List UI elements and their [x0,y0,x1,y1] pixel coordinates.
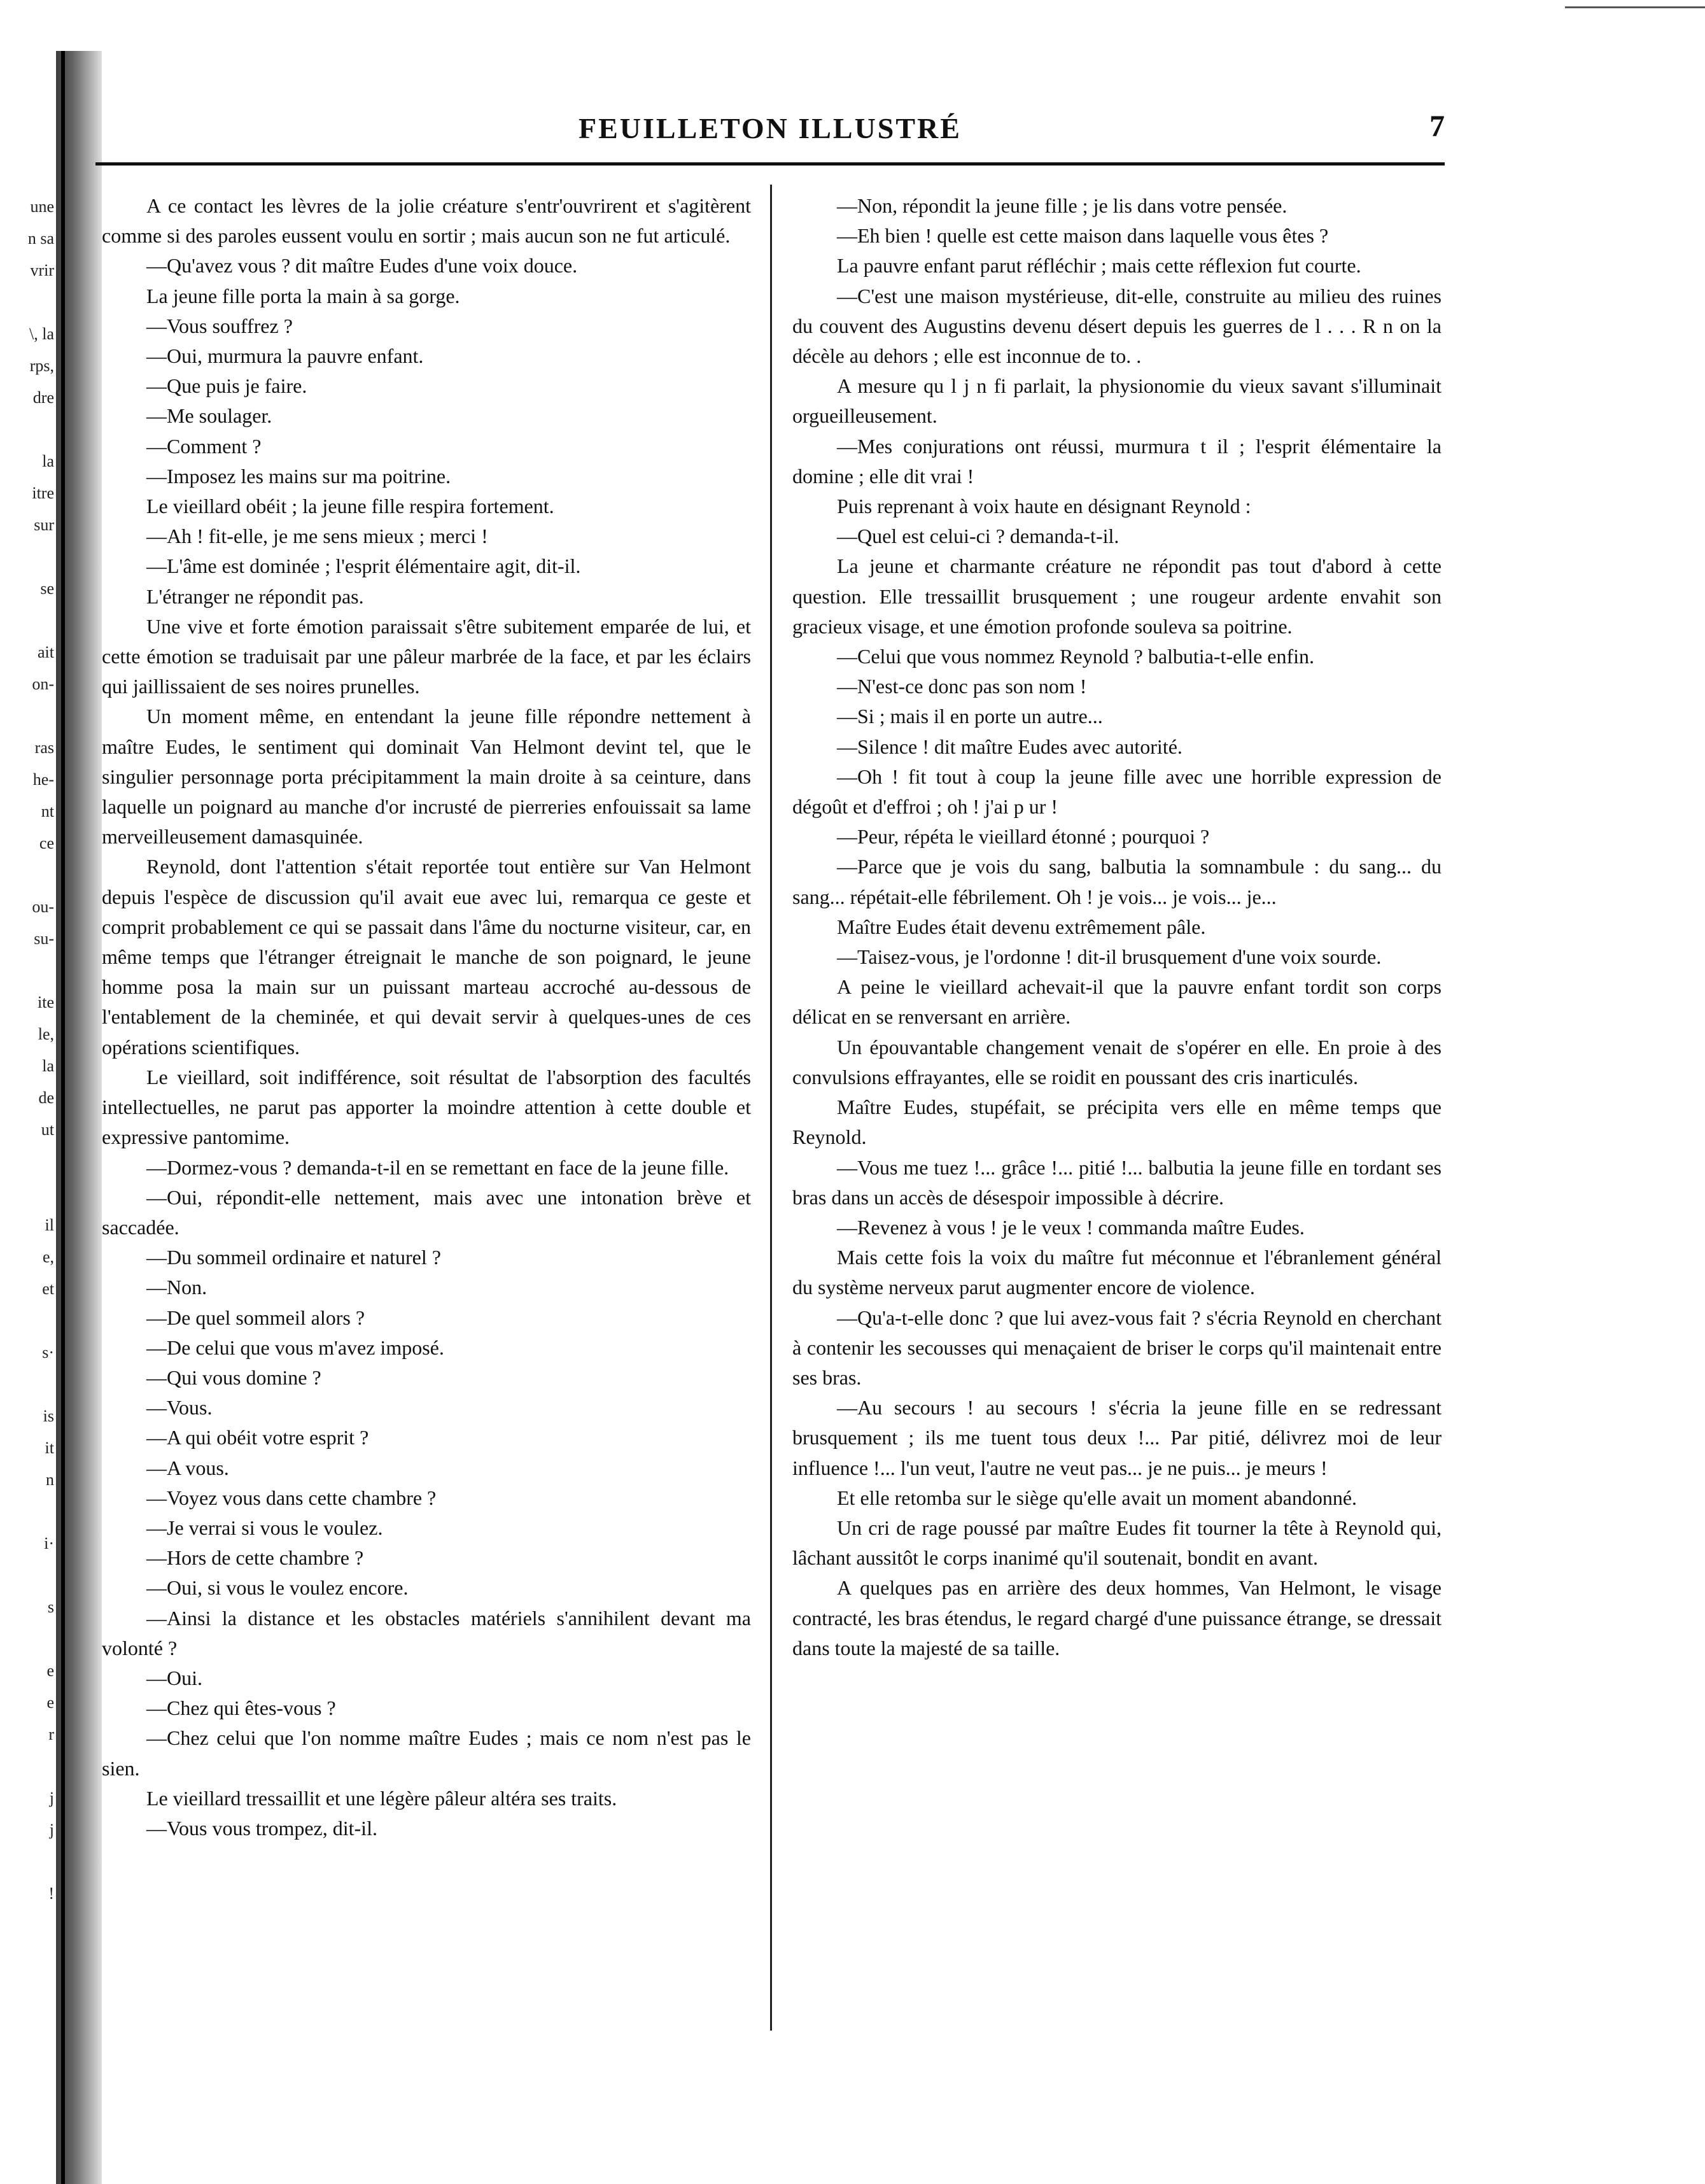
margin-fragment: ou- [32,898,54,916]
paragraph: —Mes conjurations ont réussi, murmura t il ; l'esprit élémentaire la domine ; elle dit vrai ! [792,434,1442,488]
margin-fragment [0,859,54,891]
paragraph: —Si ; mais il en porte un autre... [837,705,1103,728]
paragraph: Maître Eudes était devenu extrêmement pâle. [837,915,1206,938]
paragraph: —A qui obéit votre esprit ? [146,1426,369,1449]
paragraph: —Oh ! fit tout à coup la jeune fille avec une horrible expression de dégoût et d'effroi ; oh ! j'ai p ur ! [792,764,1442,819]
paragraph: Un épouvantable changement venait de s'opérer en elle. En proie à des convulsions effrayantes, elle se roidit en poussant des cris inarticulés. [792,1035,1442,1088]
margin-fragment: sur [34,516,54,534]
page-number: 7 [1429,109,1445,143]
margin-fragment: la [42,452,54,470]
paragraph: —Je verrai si vous le voulez. [146,1516,383,1539]
margin-fragment [0,541,54,573]
margin-fragment: is [43,1407,54,1425]
margin-fragment [0,414,54,446]
margin-fragment: il [45,1216,54,1234]
paragraph: Le vieillard tressaillit et une légère pâleur altéra ses traits. [146,1786,617,1810]
column-divider [770,185,772,2031]
margin-fragment: le, [38,1025,54,1043]
paragraph: —Revenez à vous ! je le veux ! commanda maître Eudes. [837,1215,1305,1239]
paragraph: Le vieillard obéit ; la jeune fille respira fortement. [146,495,554,518]
paragraph: —C'est une maison mystérieuse, dit-elle, construite au milieu des ruines du couvent des Augustins devenu désert depuis les guerres de l . . . R n on la décèle au dehors ; elle est inconnue de to. . [792,284,1442,368]
paragraph: —Oui, murmura la pauvre enfant. [146,344,424,368]
margin-fragment [0,955,54,987]
paragraph: —Me soulager. [146,404,272,428]
margin-fragment: de [38,1088,54,1107]
margin-fragment: ce [39,834,54,852]
margin-fragment [0,1369,54,1400]
margin-fragment [0,605,54,637]
paragraph: La jeune et charmante créature ne répondit pas tout d'abord à cette question. Elle tressaillit brusquement ; une rougeur ardente envahit son gracieux visage, et une émotion profonde souleva sa poitrine. [792,554,1442,638]
paragraph: —Celui que vous nommez Reynold ? balbutia-t-elle enfin. [837,645,1315,668]
paragraph: —N'est-ce donc pas son nom ! [837,675,1087,698]
paragraph: —Ainsi la distance et les obstacles matériels s'annihilent devant ma volonté ? [102,1606,751,1659]
paragraph: —Parce que je vois du sang, balbutia la somnambule : du sang... du sang... répétait-elle fébrilement. Oh ! je vois... je vois... je... [792,855,1442,908]
paragraph: —Peur, répéta le vieillard étonné ; pourquoi ? [837,825,1210,849]
paragraph: Le vieillard, soit indifférence, soit résultat de l'absorption des facultés intellectuelles, ne parut pas apporter la moindre attention à cette double et expressive pantomime. [102,1065,751,1149]
margin-fragment: dre [32,388,54,407]
paragraph: —Oui, si vous le voulez encore. [146,1576,409,1600]
margin-fragment: se [40,579,54,598]
binding-line [61,51,65,2184]
margin-fragment: \, la [29,325,54,343]
paragraph: Puis reprenant à voix haute en désignant Reynold : [837,495,1251,518]
margin-fragment: vrir [30,261,54,279]
paragraph: Une vive et forte émotion paraissait s'être subitement emparée de lui, et cette émotion se traduisait par une pâleur marbrée de la face, et par les éclairs qui jaillissaient de ses noires prunelles. [102,614,751,698]
paragraph: —Qui vous domine ? [146,1365,321,1389]
margin-fragment [0,1846,54,1878]
paragraph: —Silence ! dit maître Eudes avec autorité. [837,735,1182,758]
paragraph: —Vous. [146,1396,213,1420]
margin-fragment: j [49,1789,54,1807]
paragraph: A ce contact les lèvres de la jolie créature s'entr'ouvrirent et s'agitèrent comme si des paroles eussent voulu en sortir ; mais aucun son ne fut articulé. [102,194,751,248]
paragraph: —Quel est celui-ci ? demanda-t-il. [837,525,1119,548]
paragraph: —A vous. [146,1456,229,1479]
margin-fragment [0,286,54,318]
margin-fragment [0,1623,54,1655]
paragraph: —Oui. [146,1666,202,1689]
margin-fragment: e, [42,1248,54,1266]
paragraph: —Voyez vous dans cette chambre ? [146,1486,437,1509]
margin-fragment: he- [32,770,54,789]
margin-fragment: on- [32,675,54,693]
margin-fragment: su- [34,929,54,948]
paragraph: A mesure qu l j n fi parlait, la physionomie du vieux savant s'illuminait orgueilleusement. [792,374,1442,428]
header-rule [95,162,1445,166]
margin-fragment: s· [42,1343,54,1362]
margin-fragment: une [30,197,54,216]
previous-page-margin-fragments [0,191,54,1910]
paragraph: L'étranger ne répondit pas. [146,584,364,608]
margin-fragment: rps, [29,356,54,375]
margin-fragment: ras [34,738,54,757]
paragraph: —Ah ! fit-elle, je me sens mieux ; merci ! [146,525,488,548]
paragraph: —Au secours ! au secours ! s'écria la jeune fille en se redressant brusquement ; ils me tuent tous deux !... Par pitié, délivrez moi de leur influence !... l'un veut, l'autre ne veut pas... je ne puis... je meurs ! [792,1396,1442,1479]
margin-fragment: i· [44,1534,54,1553]
paragraph: —Hors de cette chambre ? [146,1546,364,1570]
paragraph: —Qu'a-t-elle donc ? que lui avez-vous fait ? s'écria Reynold en cherchant à contenir les secousses qui menaçaient de briser le corps qu'il maintenait entre ses bras. [792,1306,1442,1389]
paragraph: —Oui, répondit-elle nettement, mais avec une intonation brève et saccadée. [102,1185,751,1239]
margin-fragment: et [42,1279,54,1298]
paragraph: Mais cette fois la voix du maître fut méconnue et l'ébranlement général du système nerveux parut augmenter encore de violence. [792,1246,1442,1299]
margin-fragment: itre [32,484,54,502]
paragraph: —Vous souffrez ? [146,314,293,337]
left-text-column [102,191,751,1843]
margin-fragment [0,1496,54,1528]
page-header [95,105,1445,156]
paragraph: —Dormez-vous ? demanda-t-il en se remettant en face de la jeune fille. [146,1155,729,1179]
page-title: FEUILLETON ILLUSTRÉ [579,112,962,144]
paragraph: —Taisez-vous, je l'ordonne ! dit-il brusquement d'une voix sourde. [837,945,1382,969]
paragraph: —Comment ? [146,434,262,458]
paragraph: Un moment même, en entendant la jeune fille répondre nettement à maître Eudes, le sentiment qui dominait Van Helmont devint tel, que le singulier personnage porta précipitamment la main droite à sa ceinture, dans laquelle un poignard au manche d'or incrusté de pierreries enfouissait sa lame merveilleusement damasquinée. [102,705,751,849]
margin-fragment: n sa [27,229,54,248]
margin-fragment: ut [41,1120,54,1139]
paragraph: A peine le vieillard achevait-il que la pauvre enfant tordit son corps délicat en se renversant en arrière. [792,975,1442,1029]
margin-fragment: n [46,1470,54,1489]
margin-fragment [0,1305,54,1337]
paragraph: —Du sommeil ordinaire et naturel ? [146,1246,441,1269]
margin-fragment: ait [38,643,54,661]
margin-fragment: e [46,1693,54,1712]
margin-fragment [0,1751,54,1782]
margin-fragment: s [47,1598,54,1616]
paragraph: Un cri de rage poussé par maître Eudes fit tourner la tête à Reynold qui, lâchant aussitôt le corps inanimé qu'il soutenait, bondit en avant. [792,1516,1442,1570]
margin-fragment [0,1560,54,1591]
paragraph: —Non, répondit la jeune fille ; je lis dans votre pensée. [837,194,1288,217]
margin-fragment: ite [38,993,54,1011]
margin-fragment [0,1178,54,1209]
margin-fragment: j [49,1821,54,1839]
corner-rule [1565,6,1705,8]
margin-fragment [0,1146,54,1178]
margin-fragment: e [46,1661,54,1680]
paragraph: —Vous me tuez !... grâce !... pitié !... balbutia la jeune fille en tordant ses bras dans un accès de désespoir impossible à décrire. [792,1155,1442,1209]
paragraph: —Non. [146,1276,207,1299]
right-text-column [792,191,1442,1663]
margin-fragment: la [42,1057,54,1075]
margin-fragment: nt [41,802,54,821]
margin-fragment: r [48,1725,54,1744]
paragraph: —Chez celui que l'on nomme maître Eudes ; mais ce nom n'est pas le sien. [102,1726,751,1780]
paragraph: La jeune fille porta la main à sa gorge. [146,284,460,307]
paragraph: Et elle retomba sur le siège qu'elle avait un moment abandonné. [837,1486,1358,1509]
paragraph: Maître Eudes, stupéfait, se précipita vers elle en même temps que Reynold. [792,1096,1442,1149]
paragraph: —Chez qui êtes-vous ? [146,1696,336,1720]
margin-fragment: it [45,1439,54,1457]
margin-fragment [0,700,54,732]
paragraph: La pauvre enfant parut réfléchir ; mais cette réflexion fut courte. [837,254,1361,278]
paragraph: —L'âme est dominée ; l'esprit élémentaire agit, dit-il. [146,554,581,578]
paragraph: —Qu'avez vous ? dit maître Eudes d'une voix douce. [146,254,578,278]
paragraph: —Imposez les mains sur ma poitrine. [146,464,451,488]
margin-fragment: ! [48,1884,54,1903]
paragraph: —Que puis je faire. [146,374,307,398]
paragraph: —De quel sommeil alors ? [146,1306,365,1329]
paragraph: Reynold, dont l'attention s'était reportée tout entière sur Van Helmont depuis l'espèce de discussion qu'il avait eue avec lui, remarqua ce geste et comprit probablement ce qui se passait dans l'âme du nocturne visiteur, car, en même temps que l'étranger étreignait le manche de son poignard, le jeune homme posa la main sur un puissant marteau accroché au-dessous de l'entablement de la cheminée, et qui devait servir à quelques-unes de ces opérations scientifiques. [102,855,751,1059]
paragraph: A quelques pas en arrière des deux hommes, Van Helmont, le visage contracté, les bras étendus, le regard chargé d'une puissance étrange, se dressait dans toute la majesté de sa taille. [792,1576,1442,1659]
paragraph: —Vous vous trompez, dit-il. [146,1816,377,1840]
paragraph: —De celui que vous m'avez imposé. [146,1335,444,1359]
paragraph: —Eh bien ! quelle est cette maison dans laquelle vous êtes ? [837,224,1329,248]
